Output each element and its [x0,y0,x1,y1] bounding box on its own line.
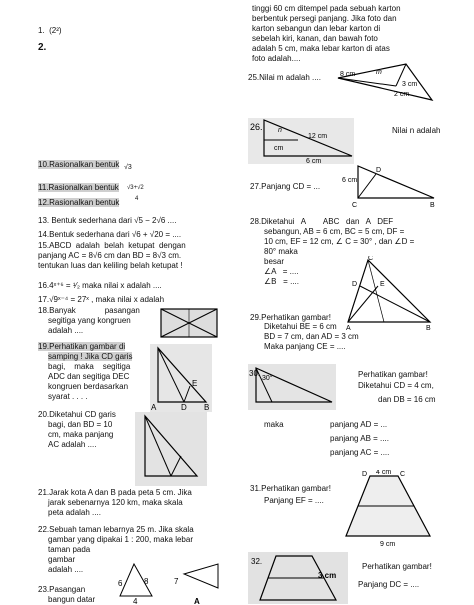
q29-label-b: B [426,325,431,330]
q23-label-4: 4 [133,597,138,605]
question-30-line6: panjang AC = .... [330,448,390,457]
question-22-line5: adalah .... [48,565,84,574]
question-28-line4: 80° maka [264,247,298,256]
question-20-line4: AC adalah .... [48,440,97,449]
q11-expression: √3+√2 [127,185,144,191]
q31-trapezoid-figure [340,470,438,546]
question-27: 27.Panjang CD = ... [250,182,321,191]
q29-figure [346,256,434,330]
q29-label-c: C [368,256,374,262]
question-20-line3: cm, maka panjang [48,430,114,439]
q19-label-a: A [151,403,157,412]
question-18-line2: segitiga yang kongruen [48,316,131,325]
question-28-line1: 28.Diketahui A ABC dan A DEF [250,217,394,226]
top-line-6: foto adalah.... [252,54,301,63]
question-19-line2 [48,352,132,362]
question-29-line2: Diketahui BE = 6 cm [264,322,337,331]
q12-expression: 4 [135,196,139,202]
q31-label-9cm: 9 cm [380,541,396,546]
question-28-line7: ∠B = .... [264,277,299,286]
question-30-line2: Diketahui CD = 4 cm, [358,381,434,390]
question-14: 14.Bentuk sederhana dari √6 + √20 = .... [38,230,182,239]
question-22-line4: gambar [48,555,76,564]
top-line-2: berbentuk persegi panjang. Jika foto dan [252,14,397,23]
question-30-line1: Perhatikan gambar! [358,370,428,379]
question-22-line2: gambar yang dipakai 1 : 200, maka lebar [48,535,193,544]
q11-text: 11.Rasionalkan bentuk [38,183,119,192]
question-30-line5: panjang AB = .... [330,434,389,443]
q25-label-3cm: 3 cm [402,81,418,88]
item-1: 1. (2²) [38,26,62,35]
question-32-line2: Panjang DC = .... [358,580,420,589]
question-26: Nilai n adalah [392,126,441,135]
q23-label-a: A [194,597,200,605]
q19-triangle-figure [150,344,212,412]
question-15-line2: panjang AC = 8√6 cm dan BD = 8√3 cm. [38,251,182,260]
q19-text-2: samping ! Jika CD garis [48,352,133,361]
q30-number: 30. [249,369,261,378]
q20-triangle-figure [135,412,207,486]
q25-label-m: m [376,69,382,76]
q18-rectangle-figure [160,308,218,338]
q26-number: 26. [250,122,263,132]
top-line-5: adalah 5 cm, maka lebar karton di atas [252,44,390,53]
question-23-line2: bangun datar [48,595,96,604]
question-20-line1: 20.Diketahui CD garis [38,410,116,419]
question-19-line4: ADC dan segitiga DEC [48,372,130,381]
q27-label-d: D [376,167,382,174]
question-31-line1: 31.Perhatikan gambar! [250,484,331,493]
q19-label-e: E [192,379,198,388]
question-12 [38,198,119,208]
q29-label-e: E [380,281,385,288]
q26-label-cm: cm [274,145,284,152]
q30-figure [248,364,336,410]
q26-figure [248,118,354,164]
q26-label-6cm: 6 cm [306,158,322,164]
q12-text: 12.Rasionalkan bentuk [38,198,120,207]
q23-triangles-figure [114,560,230,605]
question-21-line1: 21.Jarak kota A dan B pada peta 5 cm. Jika [38,488,192,497]
q29-label-a: A [346,325,351,330]
question-30-line4: panjang AD = ... [330,420,388,429]
question-29-line4: Maka panjang CE = .... [264,342,346,351]
question-19-line3: bagi, maka segitiga [48,362,131,371]
question-17: 17.√9ˣ⁻⁴ = 27ˣ , maka nilai x adalah [38,295,165,304]
q26-label-n: n [278,127,282,134]
question-29-line3: BD = 7 cm, dan AD = 3 cm [264,332,359,341]
q27-figure [340,162,438,208]
top-line-3: karton sebangun dan lebar karton di [252,24,381,33]
question-19-line6: syarat . . . . [48,392,88,401]
question-30-maka: maka [264,420,284,429]
question-32-line1: Perhatikan gambar! [362,562,432,571]
question-30-line3: dan DB = 16 cm [378,395,436,404]
question-28-line2: sebangun, AB = 6 cm, BC = 5 cm, DF = [264,227,405,236]
question-15-line1: 15.ABCD adalah belah ketupat dengan [38,241,186,250]
question-13: 13. Bentuk sederhana dari √5 − 2√6 .... [38,216,177,225]
question-11 [38,183,119,193]
q23-label-7: 7 [174,577,179,586]
q27-label-6cm: 6 cm [342,177,358,184]
question-25: 25.Nilai m adalah .... [248,73,321,82]
question-31-line2: Panjang EF = .... [264,496,324,505]
q25-figure [336,60,436,104]
q26-label-12cm: 12 cm [308,133,328,140]
q27-label-c: C [352,202,358,208]
question-15-line3: tentukan luas dan keliling belah ketupat ! [38,261,183,270]
top-line-4: sebelah kiri, kanan, dan bawah foto [252,34,378,43]
question-18-line3: adalah .... [48,326,84,335]
q29-label-d: D [352,281,358,288]
question-16: 16.4ˣ⁺⁶ = ¹⁄₂ maka nilai x adalah .... [38,281,162,290]
question-28-line6: ∠A = .... [264,267,299,276]
q32-figure [248,552,348,604]
q25-label-8cm: 8 cm [340,71,356,78]
question-20-line2: bagi, dan BD = 10 [48,420,113,429]
question-21-line3: peta adalah .... [48,508,101,517]
question-28-line3: 10 cm, EF = 12 cm, ∠ C = 30° , dan ∠D = [264,237,415,246]
item-2: 2. [38,42,47,53]
question-29-line1: 29.Perhatikan gambar! [250,313,331,322]
question-28-line5: besar [264,257,285,266]
q31-label-c: C [400,471,406,478]
q19-label-b: B [204,403,210,412]
question-19-line1 [38,342,125,352]
question-18-line1: 18.Banyak pasangan [38,306,140,315]
q31-label-4cm: 4 cm [376,470,392,476]
q27-label-b: B [430,202,435,208]
q19-label-d: D [181,403,187,412]
question-23-line1: 23.Pasangan [38,585,86,594]
q23-label-6: 6 [118,579,123,588]
question-19-line5: kongruen berdasarkan [48,382,129,391]
q32-label-3cm: 3 cm [318,571,337,580]
q30-angle: 30° [262,375,273,382]
q10-expression: √3 [124,164,132,171]
q10-text: 10.Rasionalkan bentuk [38,160,120,169]
question-22-line1: 22.Sebuah taman lebarnya 25 m. Jika skala [38,525,194,534]
q23-label-8: 8 [144,577,149,586]
top-line-1: tinggi 60 cm ditempel pada sebuah karton [252,4,401,13]
question-21-line2: jarak sebenarnya 120 km, maka skala [48,498,183,507]
q32-number: 32. [251,557,263,566]
question-22-line3: taman pada [48,545,91,554]
question-10 [38,160,119,170]
q31-label-d: D [362,471,368,478]
q19-text-1: 19.Perhatikan gambar di [38,342,126,351]
q25-label-2cm: 2 cm [394,91,410,98]
